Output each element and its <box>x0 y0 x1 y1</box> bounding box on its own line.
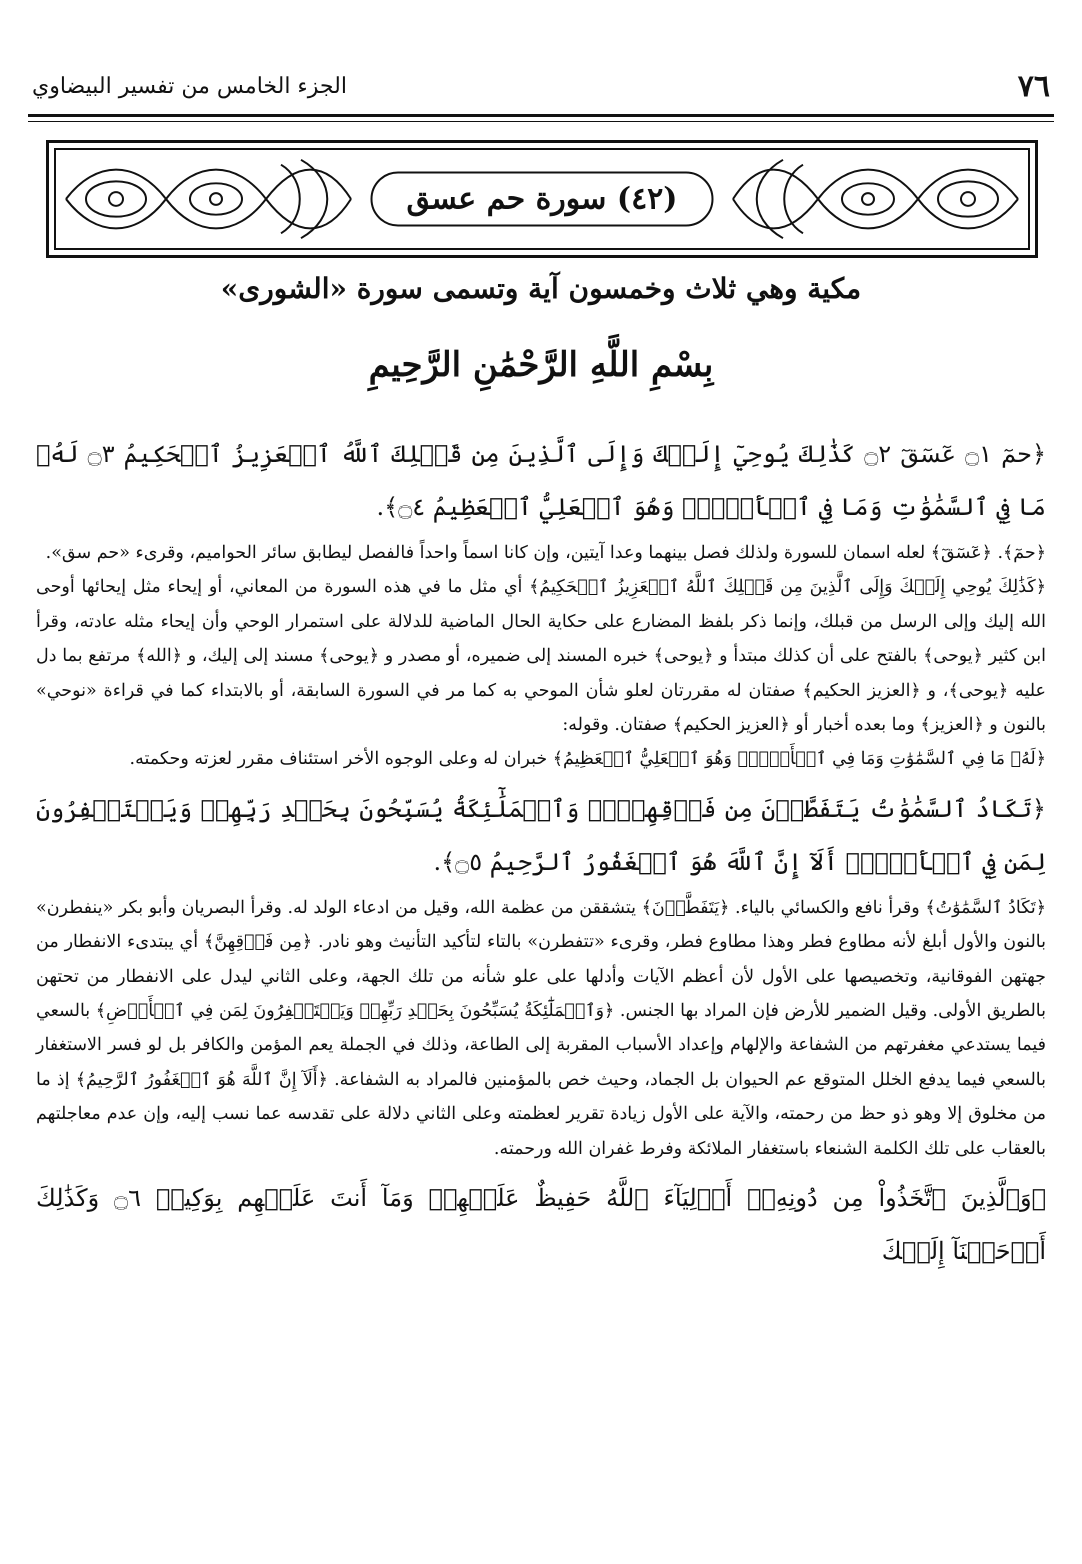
surah-title: (٤٢) سورة حم عسق <box>371 172 714 227</box>
surah-banner <box>46 140 1038 258</box>
page-body <box>36 428 1046 1278</box>
page-header <box>32 66 1050 106</box>
header-rule <box>28 114 1054 122</box>
quran-verse-block: ﴿تَكَادُ ٱلسَّمَٰوَٰتُ يَتَفَطَّرۡنَ مِن فَوۡقِهِنَّۚ وَٱلۡمَلَٰٓئِكَةُ يُسَبِّحُونَ بِحَمۡدِ رَبِّهِمۡ وَيَسۡتَغۡفِرُونَ لِمَن فِي ٱلۡأَرۡضِۗ أَلَآ إِنَّ ٱللَّهَ هُوَ ٱلۡغَفُورُ ٱلرَّحِيمُ ۝٥﴾. <box>36 794 1046 876</box>
banner-frame <box>54 148 1030 250</box>
running-title: الجزء الخامس من تفسير البيضاوي <box>32 73 347 99</box>
quran-verse-block: ﴿حمٓ ۝١ عٓسٓقٓ ۝٢ كَذَٰلِكَ يُوحِيٓ إِلَيۡكَ وَإِلَى ٱلَّذِينَ مِن قَبۡلِكَ ٱللَّهُ ٱلۡعَزِيزُ ٱلۡحَكِيمُ ۝٣ لَهُۥ مَا فِي ٱلسَّمَٰوَٰتِ وَمَا فِي ٱلۡأَرۡضِۖ وَهُوَ ٱلۡعَلِيُّ ٱلۡعَظِيمُ ۝٤﴾. <box>36 440 1047 521</box>
arabesque-ornament-right <box>728 150 1028 248</box>
basmala: بِسْمِ اللَّهِ الرَّحْمَٰنِ الرَّحِيمِ <box>368 345 714 385</box>
quran-verse-block: ﴿وَٱلَّذِينَ ٱتَّخَذُواْ مِن دُونِهِۦٓ أَوۡلِيَآءَ ٱللَّهُ حَفِيظٌ عَلَيۡهِمۡ وَمَآ أَنتَ عَلَيۡهِم بِوَكِيلٖ ۝٦ وَكَذَٰلِكَ أَوۡحَيۡنَآ إِلَيۡكَ <box>36 1184 1047 1266</box>
page-number: ٧٦ <box>1017 68 1050 104</box>
arabesque-ornament-left <box>56 150 356 248</box>
commentary-paragraph: ﴿حمٓ﴾. ﴿عٓسٓقٓ﴾ لعله اسمان للسورة ولذلك فصل بينهما وعدا آيتين، وإن كانا اسماً واحداً فالفصل ليطابق سائر الحواميم، وقرىء «حم سق». <box>45 543 1046 563</box>
commentary-paragraph: ﴿كَذَٰلِكَ يُوحِي إِلَيۡكَ وَإِلَى ٱلَّذِينَ مِن قَبۡلِكَ ٱللَّهُ ٱلۡعَزِيزُ ٱلۡحَكِيمُ﴾ أي مثل ما في هذه السورة من المعاني، أو إيحاء مثل إيحائها أوحى الله إليك وإلى الرسل من قبلك، وإنما ذكر بلفظ المضارع على حكاية الحال الماضية للدلالة على استمرار الوحي وأن إيحاء مثله عادته، وقرأ ابن كثير ﴿يوحى﴾ بالفتح على أن كذلك مبتدأ و ﴿يوحى﴾ خبره المسند إلى ضميره، أو مصدر و ﴿يوحى﴾ مسند إلى إليك، و ﴿الله﴾ مرتفع بما دل عليه ﴿يوحى﴾، و ﴿العزيز الحكيم﴾ صفتان له مقررتان لعلو شأن الموحي به كما مر في السورة السابقة، أو بالابتداء كما في قراءة «نوحي» بالنون و ﴿العزيز﴾ وما بعده أخبار أو ﴿العزيز الحكيم﴾ صفتان. وقوله: <box>36 577 1046 736</box>
commentary-paragraph: ﴿تَكَادُ ٱلسَّمَٰوَٰتُ﴾ وقرأ نافع والكسائي بالياء. ﴿يَتَفَطَّرۡنَ﴾ يتشققن من عظمة الله، وقيل من ادعاء الولد له. وقرأ البصريان وأبو بكر «ينفطرن» بالنون والأول أبلغ لأنه مطاوع فطر وهذا مطاوع فطر، وقرىء «تتفطرن» بالتاء لتأكيد التأنيث وهو نادر. ﴿مِن فَوۡقِهِنَّ﴾ أي يبتدىء الانفطار من جهتهن الفوقانية، وتخصيصها على الأول لأن أعظم الآيات وأدلها على علو شأنه من تلك الجهة، وعلى الثاني ليدل على الانفطار من تحتهن بالطريق الأولى. وقيل الضمير للأرض فإن المراد بها الجنس. ﴿وَٱلۡمَلَٰٓئِكَةُ يُسَبِّحُونَ بِحَمۡدِ رَبِّهِمۡ وَيَسۡتَغۡفِرُونَ لِمَن فِي ٱلۡأَرۡضِ﴾ بالسعي فيما يستدعي مغفرتهم من الشفاعة والإلهام وإعداد الأسباب المقربة إلى الطاعة، وذلك في الجملة يعم المؤمن والكافر بل لو فسر الاستغفار بالسعي فيما يدفع الخلل المتوقع عم الحيوان بل الجماد، وحيث خص بالمؤمنين فالمراد به الشفاعة. ﴿أَلَآ إِنَّ ٱللَّهَ هُوَ ٱلۡغَفُورُ ٱلرَّحِيمُ﴾ إذ ما من مخلوق إلا وهو ذو حظ من رحمته، والآية على الأول زيادة تقرير لعظمته وعلى الثاني دلالة على تقدسه عما نسب إليه، وإن عدم معاجلتهم بالعقاب على تلك الكلمة الشنعاء باستغفار الملائكة وفرط غفران الله ورحمته. <box>36 897 1046 1159</box>
surah-subtitle: مكية وهي ثلاث وخمسون آية وتسمى سورة «الشورى» <box>220 272 862 305</box>
commentary-paragraph: ﴿لَهُۥ مَا فِي ٱلسَّمَٰوَٰتِ وَمَا فِي ٱلۡأَرۡضِۖ وَهُوَ ٱلۡعَلِيُّ ٱلۡعَظِيمُ﴾ خبران له وعلى الوجوه الأخر استئناف مقرر لعزته وحكمته. <box>129 749 1046 770</box>
